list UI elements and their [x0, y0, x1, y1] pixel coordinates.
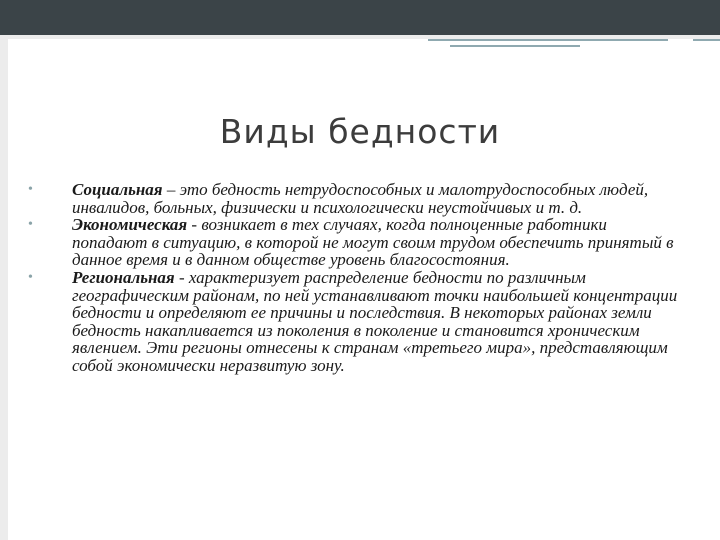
- accent-stripe: [450, 45, 580, 47]
- bullet-text: - возникает в тех случаях, когда полноценные работники попадают в ситуацию, в которой не могут своим трудом обеспечить принятый в данное время и в данном обществе уровень благосостояния.: [72, 215, 674, 270]
- bullet-icon: •: [28, 182, 33, 197]
- bullet-term: Региональная: [72, 267, 175, 287]
- bullet-icon: •: [28, 269, 33, 285]
- bullet-item-regional: [28, 269, 678, 375]
- bullet-item-economic: [28, 216, 678, 269]
- accent-stripe: [428, 39, 668, 41]
- top-bar: [0, 0, 720, 35]
- bullet-item-social: [28, 181, 678, 216]
- slide-title: Виды бедности: [219, 112, 501, 151]
- accent-stripe: [693, 39, 720, 41]
- bullet-term: Социальная: [72, 180, 163, 199]
- bullet-text: – это бедность нетрудоспособных и малотрудоспособных людей, инвалидов, больных, физически и психологически неустойчивых и т. д.: [72, 180, 649, 217]
- bullet-list: [28, 181, 678, 375]
- bullet-text: - характеризует распределение бедности по различным географическим районам, по ней устанавливают точки наибольшей концентрации бедности и определяют ее причины и последствия. В некоторых районах земли бедность накапливается из поколения в поколение и становится хроническим явлением. Эти регионы отнесены к странам «третьего мира», представляющим собой экономически неразвитую зону.: [72, 267, 678, 375]
- bullet-term: Экономическая: [72, 215, 188, 235]
- bullet-icon: •: [28, 217, 33, 233]
